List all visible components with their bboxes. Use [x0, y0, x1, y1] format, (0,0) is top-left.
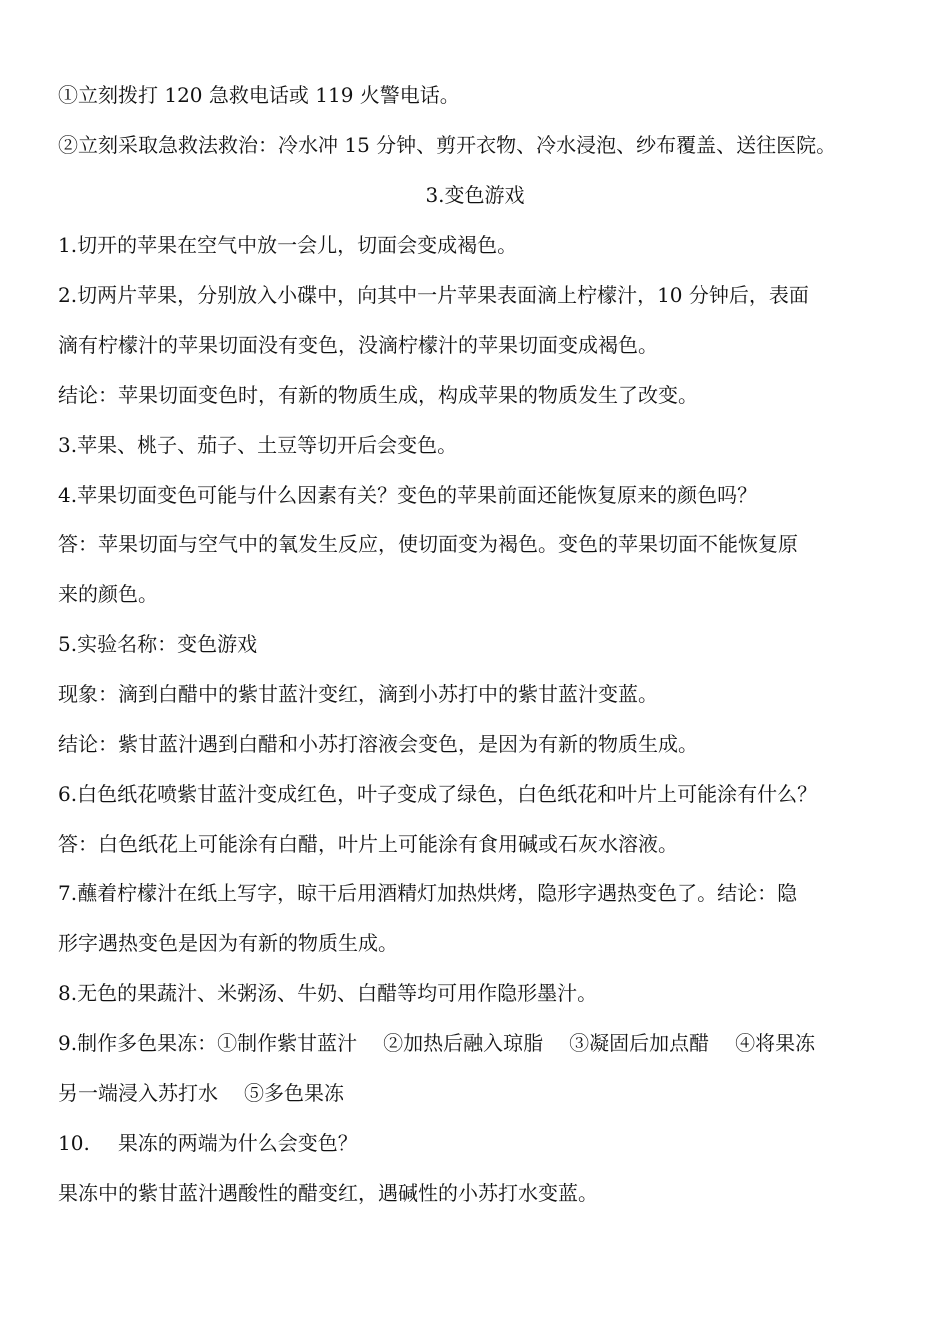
text-line: 5.实验名称：变色游戏: [58, 632, 258, 656]
question-text: 果冻的两端为什么会变色？: [117, 1131, 358, 1155]
text-line: 3.苹果、桃子、茄子、土豆等切开后会变色。: [58, 433, 458, 457]
question-line: [58, 1129, 908, 1157]
text-line: ②立刻采取急救法救治：冷水冲 15 分钟、剪开衣物、冷水浸泡、纱布覆盖、送往医院。: [58, 133, 837, 157]
text-line: 8.无色的果蔬汁、米粥汤、牛奶、白醋等均可用作隐形墨汁。: [58, 981, 598, 1005]
step-continuation: 另一端浸入苏打水: [58, 1081, 218, 1105]
text-line: 答：白色纸花上可能涂有白醋，叶片上可能涂有食用碱或石灰水溶液。: [58, 832, 678, 856]
text-line: 现象：滴到白醋中的紫甘蓝汁变红，滴到小苏打中的紫甘蓝汁变蓝。: [58, 682, 658, 706]
text-line: ①立刻拨打 120 急救电话或 119 火警电话。: [58, 83, 460, 107]
text-line: 滴有柠檬汁的苹果切面没有变色，没滴柠檬汁的苹果切面变成褐色。: [58, 333, 658, 357]
text-line: 1.切开的苹果在空气中放一会儿，切面会变成褐色。: [58, 233, 518, 257]
text-line: 4.苹果切面变色可能与什么因素有关？变色的苹果前面还能恢复原来的颜色吗？: [58, 483, 758, 507]
text-line: 来的颜色。: [58, 582, 158, 606]
text-line: 6.白色纸花喷紫甘蓝汁变成红色，叶子变成了绿色，白色纸花和叶片上可能涂有什么？: [58, 782, 818, 806]
text-line: 7.蘸着柠檬汁在纸上写字，晾干后用酒精灯加热烘烤，隐形字遇热变色了。结论：隐: [58, 881, 798, 905]
step-item: ②加热后融入琼脂: [383, 1031, 544, 1055]
text-line: 形字遇热变色是因为有新的物质生成。: [58, 931, 398, 955]
question-number: 10.: [58, 1131, 90, 1155]
section-heading: 3.变色游戏: [425, 183, 525, 207]
text-line: 结论：苹果切面变色时，有新的物质生成，构成苹果的物质发生了改变。: [58, 383, 698, 407]
step-item: ⑤多色果冻: [244, 1081, 344, 1105]
step-item: ③凝固后加点醋: [569, 1031, 710, 1055]
step-list-line: [58, 1079, 908, 1107]
step-list-lead: 9.制作多色果冻：: [58, 1031, 218, 1055]
text-line: 2.切两片苹果，分别放入小碟中，向其中一片苹果表面滴上柠檬汁，10 分钟后，表面: [58, 283, 809, 307]
text-line: 结论：紫甘蓝汁遇到白醋和小苏打溶液会变色，是因为有新的物质生成。: [58, 732, 698, 756]
step-list-line: [58, 1029, 908, 1057]
text-line: 答：苹果切面与空气中的氧发生反应，使切面变为褐色。变色的苹果切面不能恢复原: [58, 532, 798, 556]
step-item: ①制作紫甘蓝汁: [217, 1031, 358, 1055]
step-item: ④将果冻: [735, 1031, 816, 1055]
answer-line: 果冻中的紫甘蓝汁遇酸性的醋变红，遇碱性的小苏打水变蓝。: [58, 1181, 598, 1205]
